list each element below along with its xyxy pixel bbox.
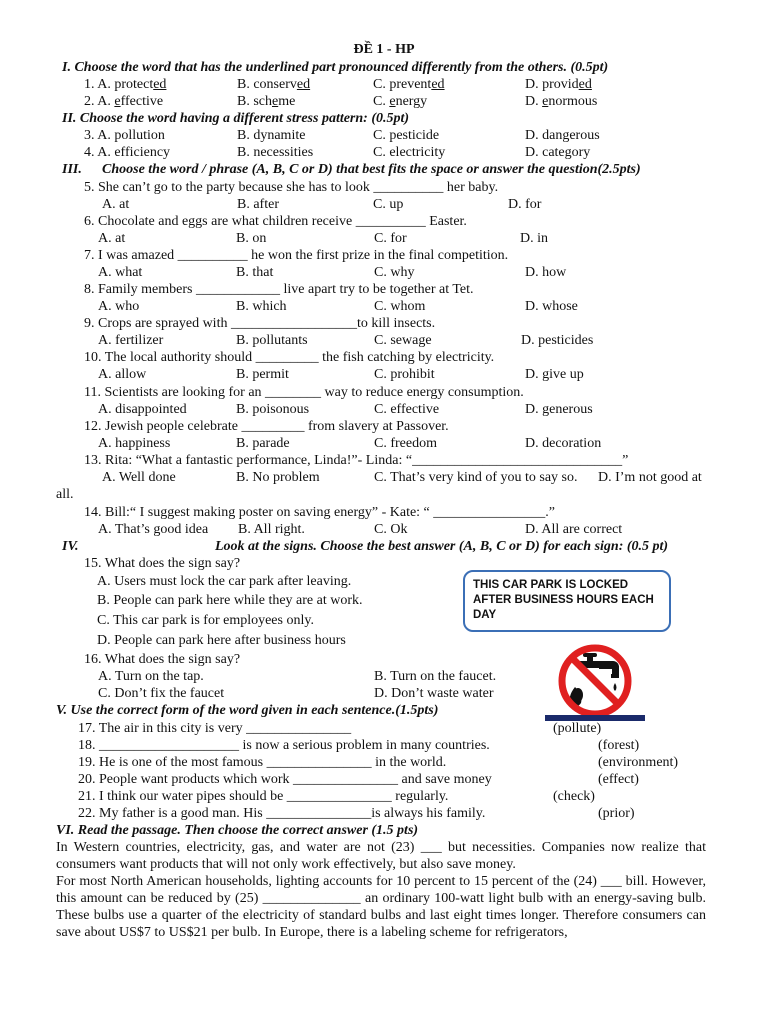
q16-option-c: C. Don’t fix the faucet xyxy=(98,686,225,701)
q21-text: 21. I think our water pipes should be _______________ regularly. xyxy=(78,789,449,804)
q15-option-a: A. Users must lock the car park after leaving. xyxy=(97,574,352,589)
q12-text: 12. Jewish people celebrate _________ from slavery at Passover. xyxy=(84,419,449,434)
section-4-heading: Look at the signs. Choose the best answer (A, B, C or D) for each sign: (0.5 pt) xyxy=(215,539,669,554)
q22-text: 22. My father is a good man. His _______________is always his family. xyxy=(78,806,486,821)
q2-option-a: 2. A. effective xyxy=(84,94,164,109)
q16-option-b: B. Turn on the faucet. xyxy=(374,669,497,684)
q6-option-b: B. on xyxy=(236,231,267,246)
q13-option-b: B. No problem xyxy=(236,470,320,485)
section-6-heading: VI. Read the passage. Then choose the correct answer (1.5 pts) xyxy=(56,823,419,838)
q9-option-d: D. pesticides xyxy=(521,333,594,348)
q13-option-c: C. That’s very kind of you to say so. xyxy=(374,470,578,485)
q8-text: 8. Family members ____________ live apart try to be together at Tet. xyxy=(84,282,474,297)
q12-option-b: B. parade xyxy=(236,436,290,451)
section-3-number: III. xyxy=(62,162,82,177)
car-park-sign xyxy=(463,570,671,632)
q11-option-a: A. disappointed xyxy=(98,402,187,417)
q18-text: 18. ____________________ is now a serious problem in many countries. xyxy=(78,738,490,753)
q6-option-a: A. at xyxy=(98,231,126,246)
q19-word: (environment) xyxy=(598,755,679,770)
q5-option-d: D. for xyxy=(508,197,542,212)
q14-option-a: A. That’s good idea xyxy=(98,522,209,537)
q3-option-c: C. pesticide xyxy=(373,128,440,143)
q1-option-a: 1. A. protected xyxy=(84,77,167,92)
q1-option-c: C. prevented xyxy=(373,77,445,92)
q8-option-a: A. who xyxy=(98,299,140,314)
q9-text: 9. Crops are sprayed with __________________to kill insects. xyxy=(84,316,436,331)
q12-option-a: A. happiness xyxy=(98,436,171,451)
passage-paragraph-1: In Western countries, electricity, gas, and water are not (23) ___ but necessities. Companies now realize that consumers want products that will not only work effectively, but also save money. xyxy=(56,840,706,872)
q13-option-d: D. I’m not good at xyxy=(598,470,702,485)
q6-option-c: C. for xyxy=(374,231,407,246)
q5-text: 5. She can’t go to the party because she has to look __________ her baby. xyxy=(84,180,499,195)
q8-option-b: B. which xyxy=(236,299,287,314)
q4-option-c: C. electricity xyxy=(373,145,446,160)
section-3-heading: Choose the word / phrase (A, B, C or D) that best fits the space or answer the question(2.5pts) xyxy=(102,162,641,177)
q7-option-b: B. that xyxy=(236,265,274,280)
q5-option-a: A. at xyxy=(102,197,130,212)
q3-option-b: B. dynamite xyxy=(237,128,306,143)
q12-option-c: C. freedom xyxy=(374,436,437,451)
q7-option-a: A. what xyxy=(98,265,143,280)
q11-text: 11. Scientists are looking for an ________ way to reduce energy consumption. xyxy=(84,385,524,400)
q7-option-c: C. why xyxy=(374,265,415,280)
q12-option-d: D. decoration xyxy=(525,436,602,451)
q13-option-a: A. Well done xyxy=(102,470,176,485)
q1-option-b: B. conserved xyxy=(237,77,311,92)
q4-option-a: 4. A. efficiency xyxy=(84,145,171,160)
q16-option-d: D. Don’t waste water xyxy=(374,686,494,701)
q3-option-d: D. dangerous xyxy=(525,128,600,143)
q2-option-b: B. scheme xyxy=(237,94,296,109)
section-2-heading: II. Choose the word having a different stress pattern: (0.5pt) xyxy=(62,111,410,126)
q17-text: 17. The air in this city is very _______________ xyxy=(78,721,352,736)
q16-text: 16. What does the sign say? xyxy=(84,652,241,667)
q1-option-d: D. provided xyxy=(525,77,592,92)
q14-option-d: D. All are correct xyxy=(525,522,623,537)
q21-word: (check) xyxy=(553,789,595,804)
q6-text: 6. Chocolate and eggs are what children receive __________ Easter. xyxy=(84,214,467,229)
q19-text: 19. He is one of the most famous _______________ in the world. xyxy=(78,755,447,770)
section-4-number: IV. xyxy=(62,539,79,554)
q10-text: 10. The local authority should _________ the fish catching by electricity. xyxy=(84,350,495,365)
q10-option-d: D. give up xyxy=(525,367,584,382)
q14-option-c: C. Ok xyxy=(374,522,408,537)
q15-text: 15. What does the sign say? xyxy=(84,556,241,571)
q7-text: 7. I was amazed __________ he won the first prize in the final competition. xyxy=(84,248,509,263)
q7-option-d: D. how xyxy=(525,265,567,280)
q3-option-a: 3. A. pollution xyxy=(84,128,165,143)
q2-option-d: D. enormous xyxy=(525,94,598,109)
passage-paragraph-2: For most North American households, lighting accounts for 10 percent to 15 percent of the (24) ___ bill. However, this amount can be reduced by (25) ______________ an ordinary 100-watt light bulb with an energy-saving bulb. These bulbs use a quarter of the electricity of standard bulbs and last eight times longer. Therefore consumers can save about US$7 to US$21 per bulb. In Europe, there is a labeling scheme for refrigerators, xyxy=(56,874,706,940)
no-tap-sign-icon xyxy=(545,643,645,721)
q15-option-d: D. People can park here after business hours xyxy=(97,633,346,648)
q22-word: (prior) xyxy=(598,806,635,821)
q9-option-c: C. sewage xyxy=(374,333,432,348)
section-5-heading: V. Use the correct form of the word given in each sentence.(1.5pts) xyxy=(56,703,439,718)
q2-option-c: C. energy xyxy=(373,94,428,109)
q11-option-b: B. poisonous xyxy=(236,402,310,417)
q15-option-b: B. People can park here while they are at work. xyxy=(97,593,363,608)
q8-option-d: D. whose xyxy=(525,299,578,314)
q5-option-b: B. after xyxy=(237,197,279,212)
q16-option-a: A. Turn on the tap. xyxy=(98,669,204,684)
q9-option-b: B. pollutants xyxy=(236,333,308,348)
car-park-sign-text: THIS CAR PARK IS LOCKED AFTER BUSINESS HOURS EACH DAY xyxy=(473,579,654,621)
section-1-heading: I. Choose the word that has the underlined part pronounced differently from the others. (0.5pt) xyxy=(62,60,609,75)
q9-option-a: A. fertilizer xyxy=(98,333,164,348)
q10-option-b: B. permit xyxy=(236,367,289,382)
q14-option-b: B. All right. xyxy=(238,522,305,537)
q13-option-d-wrap: all. xyxy=(56,487,74,502)
q4-option-d: D. category xyxy=(525,145,591,160)
q13-text: 13. Rita: “What a fantastic performance, Linda!”- Linda: “______________________________” xyxy=(84,453,629,468)
q10-option-a: A. allow xyxy=(98,367,147,382)
q15-option-c: C. This car park is for employees only. xyxy=(97,613,314,628)
q20-word: (effect) xyxy=(598,772,639,787)
q10-option-c: C. prohibit xyxy=(374,367,435,382)
q11-option-d: D. generous xyxy=(525,402,593,417)
q6-option-d: D. in xyxy=(520,231,548,246)
q11-option-c: C. effective xyxy=(374,402,440,417)
q20-text: 20. People want products which work _______________ and save money xyxy=(78,772,492,787)
q4-option-b: B. necessities xyxy=(237,145,314,160)
q8-option-c: C. whom xyxy=(374,299,426,314)
page-title: ĐỀ 1 - HP xyxy=(353,42,415,57)
q17-word: (pollute) xyxy=(553,721,602,736)
q18-word: (forest) xyxy=(598,738,640,753)
q14-text: 14. Bill:“ I suggest making poster on saving energy” - Kate: “ ________________.” xyxy=(84,505,555,520)
q5-option-c: C. up xyxy=(373,197,404,212)
